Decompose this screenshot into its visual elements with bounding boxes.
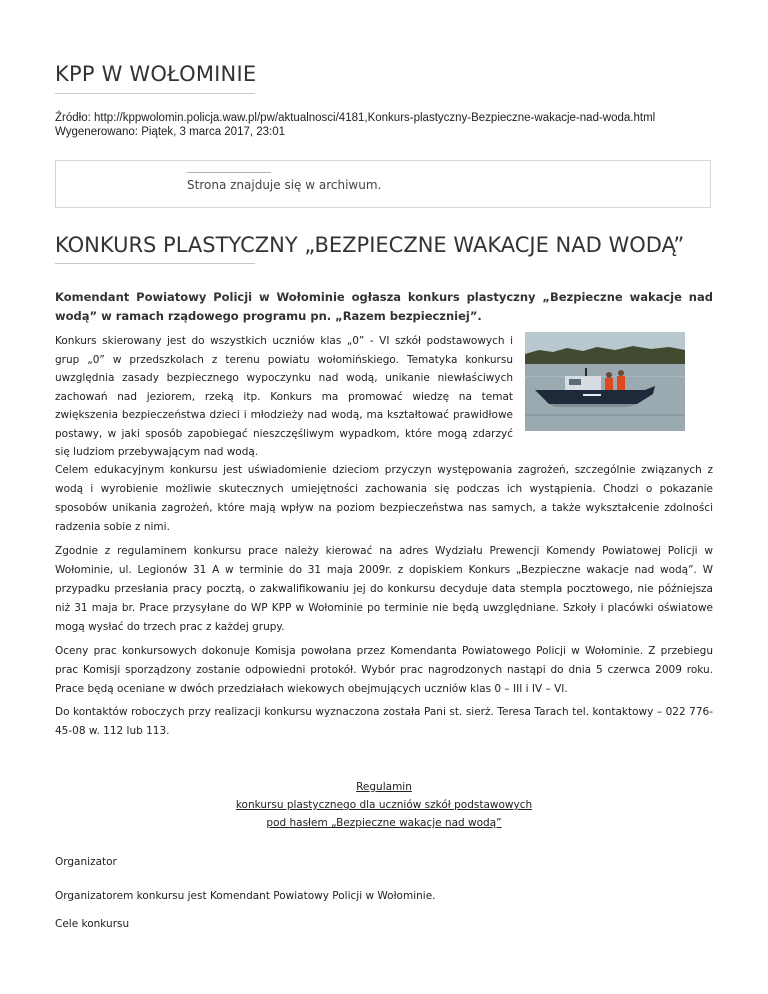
regulations-link-line-2[interactable]: konkursu plastycznego dla uczniów szkół podstawowych — [235, 799, 533, 811]
archive-notice: Strona znajduje się w archiwum. — [187, 178, 382, 192]
archive-notice-box — [55, 160, 711, 208]
source-url: Źródło: http://kppwolomin.policja.waw.pl/pw/aktualnosci/4181,Konkurs-plastyczny-Bezpieczne-wakacje-nad-woda.html — [55, 112, 656, 124]
police-boat-photo — [525, 332, 685, 431]
article-paragraph-5: Do kontaktów roboczych przy realizacji konkursu wyznaczona została Pani st. sierż. Teresa Tarach tel. kontaktowy – 022 776-45-08 w. 112 lub 113. — [55, 706, 713, 737]
article-paragraph-3: Zgodnie z regulaminem konkursu prace należy kierować na adres Wydziału Prewencji Komendy Powiatowej Policji w Wołominie, ul. Legionów 31 A w terminie do 31 maja 2009r. z dopiskiem Konkurs „Bezpieczne wakacje nad wodą”. W przypadku przesłania pracy pocztą, o zakwalifikowaniu jej do konkursu decyduje data stempla pocztowego, nie późniejsza niż 31 maja br. Prace przysyłane do WP KPP w Wołominie po terminie nie będą uwzględniane. Szkoły i placówki oświatowe mogą wysłać do trzech prac z każdej grupy. — [55, 545, 713, 633]
article-title: KONKURS PLASTYCZNY „BEZPIECZNE WAKACJE NAD WODĄ” — [55, 233, 685, 257]
source-info — [55, 111, 655, 139]
regulations-link-line-1[interactable]: Regulamin — [356, 781, 412, 793]
site-title-underline — [55, 93, 255, 94]
article-lead: Komendant Powiatowy Policji w Wołominie ogłasza konkurs plastyczny „Bezpieczne wakacje nad wodą” w ramach rządowego programu pn. „Razem bezpieczniej”. — [55, 290, 713, 323]
archive-notice-divider — [187, 172, 271, 173]
article-title-underline — [55, 263, 255, 264]
generated-date: Wygenerowano: Piątek, 3 marca 2017, 23:01 — [55, 126, 286, 138]
article-paragraph-4: Oceny prac konkursowych dokonuje Komisja powołana przez Komendanta Powiatowego Policji w Wołominie. Z przebiegu prac Komisji sporządzony zostanie odpowiedni protokół. Wybór prac nagrodzonych nastąpi do dnia 5 czerwca 2009 roku. Prace będą oceniane w dwóch przedziałach wiekowych obejmujących uczniów klas 0 – III i IV – VI. — [55, 645, 713, 695]
regulations-link-line-3[interactable]: pod hasłem „Bezpieczne wakacje nad wodą” — [266, 817, 502, 829]
article-paragraph-2: Celem edukacyjnym konkursu jest uświadomienie dzieciom przyczyn występowania zagrożeń, szczególnie związanych z wodą i wyrobienie możliwie skutecznych umiejętności zachowania się podczas ich wystąpienia. Chodzi o pokazanie sposobów unikania zagrożeń, które mają wpływ na poziom bezpieczeństwa nas samych, a także wykształcenie zdolności radzenia sobie z nimi. — [55, 464, 713, 533]
site-title: KPP W WOŁOMINIE — [55, 62, 257, 86]
organizer-text: Organizatorem konkursu jest Komendant Powiatowy Policji w Wołominie. — [55, 890, 436, 902]
article-paragraph-1: Konkurs skierowany jest do wszystkich uczniów klas „0” - VI szkół podstawowych i grup „0” w przedszkolach z terenu powiatu wołomińskiego. Tematyka konkursu uwzględnia zasady bezpiecznego wypoczynku nad wodą, unikanie niewłaściwych zachowań nad jeziorem, rzeką itp. Konkurs ma promować wiedzę na temat zwiększenia bezpieczeństwa dzieci i młodzieży nad wodą, ma kształtować prawidłowe postawy, w jaki sposób zapobiegać nieszczęśliwym wypadkom, które mogą zdarzyć się ludziom przebywającym nad wodą. — [55, 335, 513, 458]
regulations-link[interactable] — [55, 778, 713, 832]
organizer-heading: Organizator — [55, 856, 117, 868]
goals-heading: Cele konkursu — [55, 918, 130, 930]
